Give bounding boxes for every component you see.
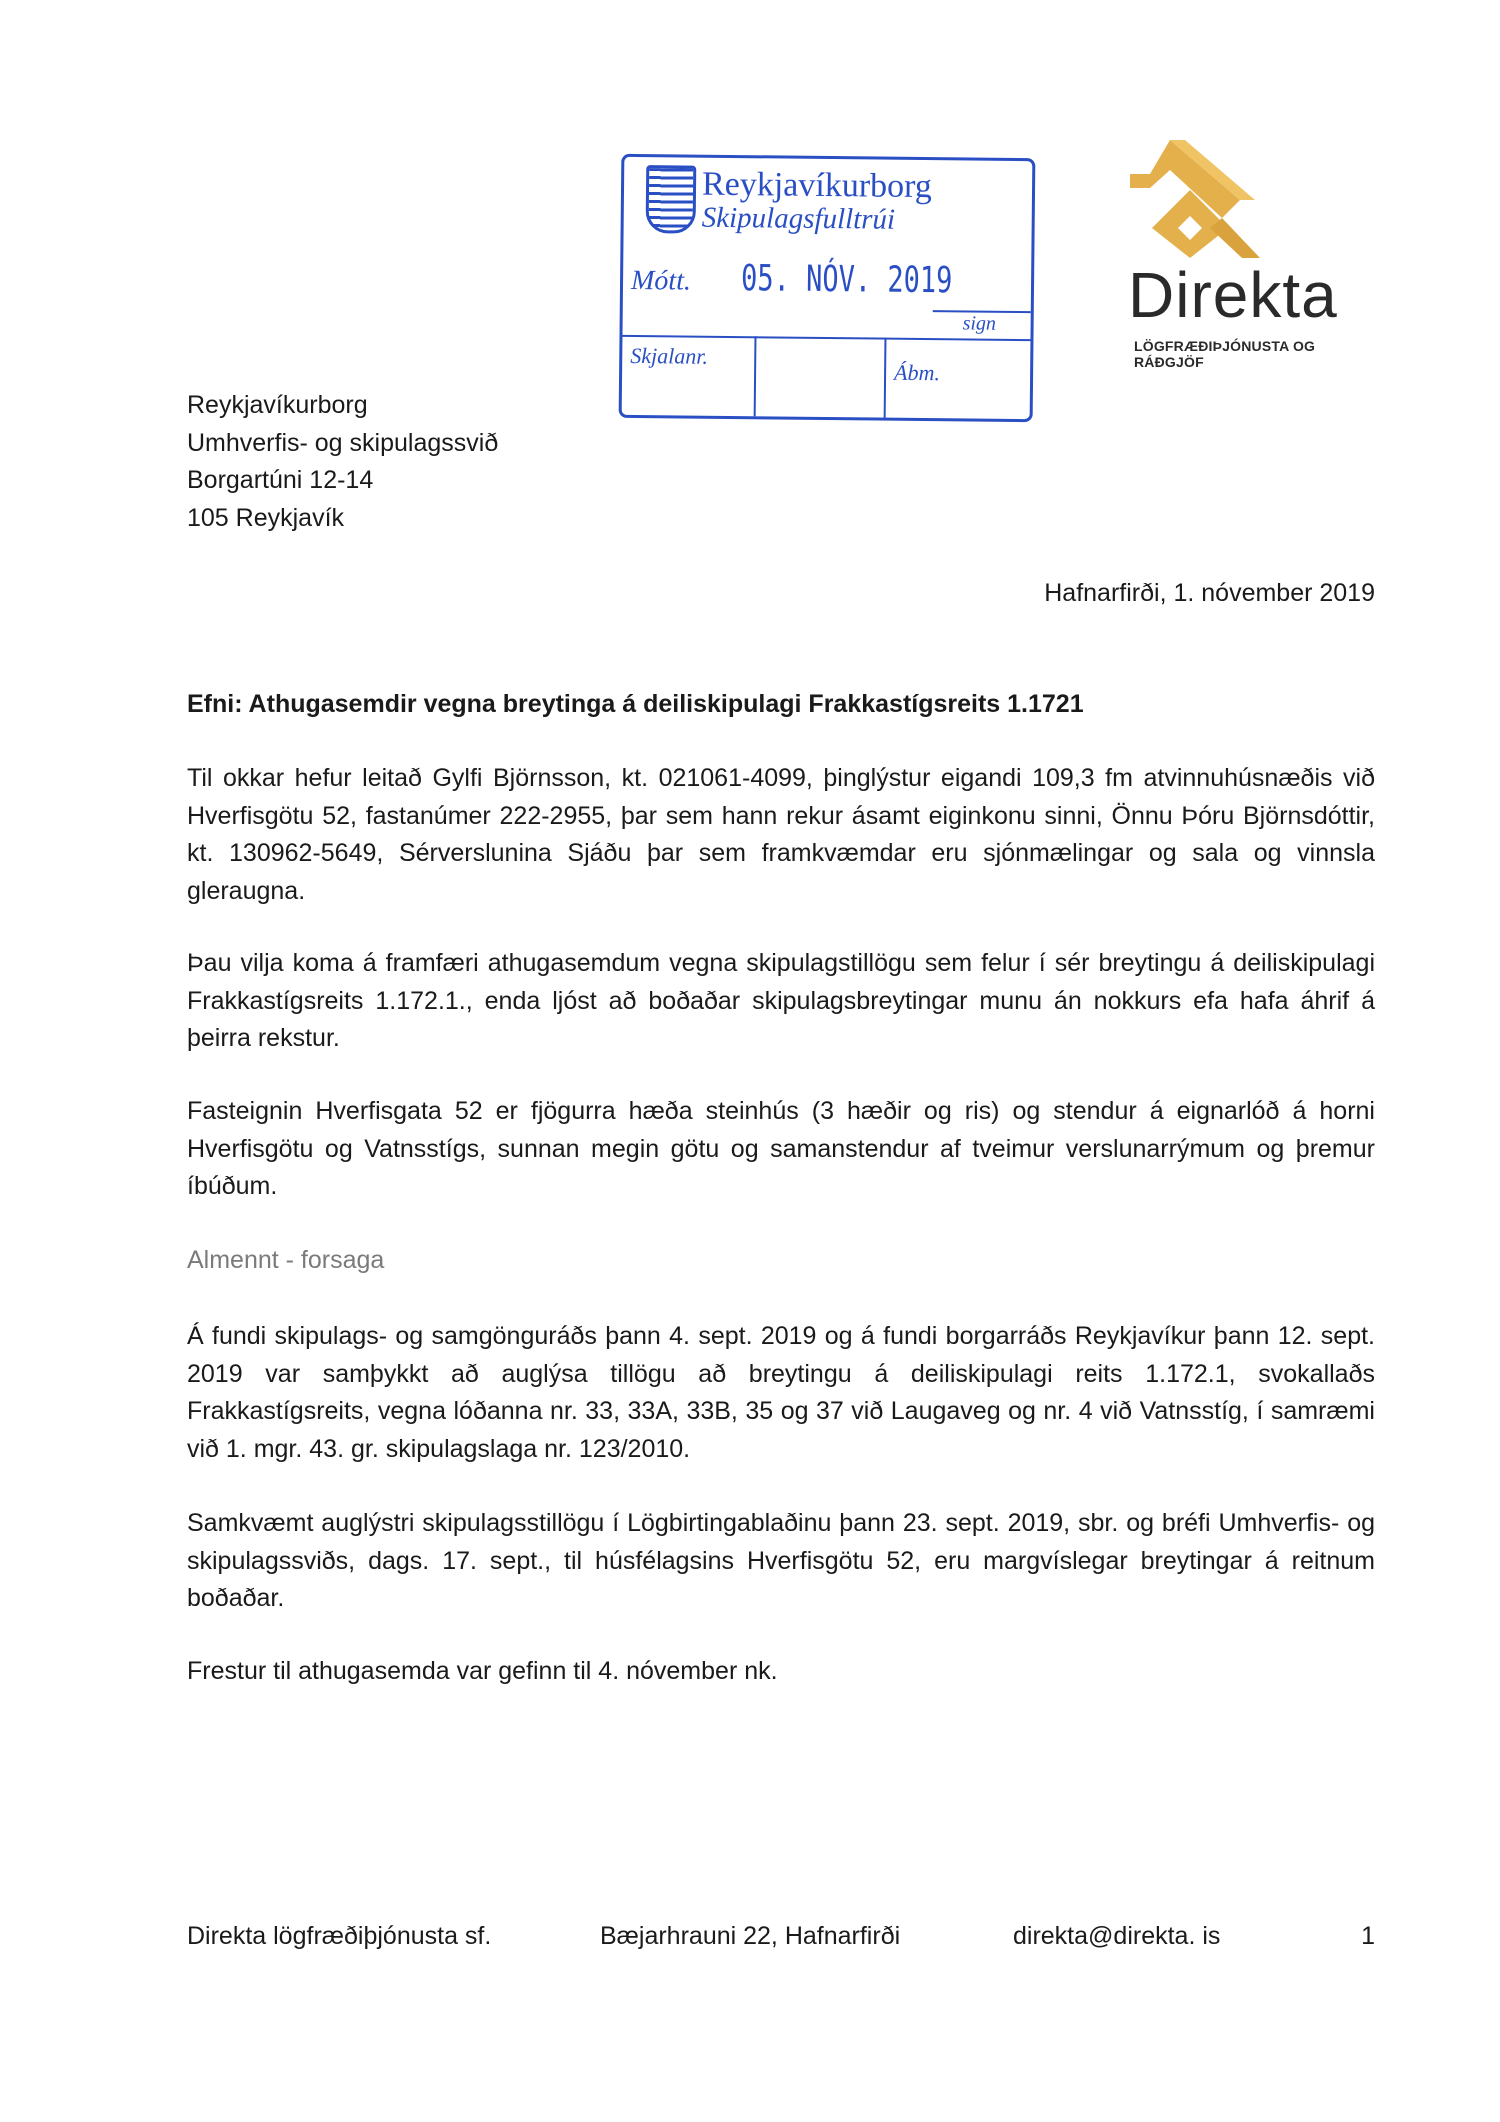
paragraph: Á fundi skipulags- og samgönguráðs þann 4. sept. 2019 og á fundi borgarráðs Reykjavíkur þann 12. sept. 2019 var samþykkt að auglýsa tillögu að breytingu á deiliskipulagi reits 1.172.1, svokallaðs Frakkastígsreits, vegna lóðanna nr. 33, 33A, 33B, 35 og 37 við Laugaveg og nr. 4 við Vatnsstíg, í samræmi við 1. mgr. 43. gr. skipulagslaga nr. 123/2010. bbox=[187, 1322, 1375, 1463]
stamp-sign-label: sign bbox=[962, 312, 997, 335]
stamp-received-label: Mótt. bbox=[630, 264, 692, 297]
direkta-logo bbox=[1110, 140, 1350, 370]
paragraph: Samkvæmt auglýstri skipulagsstillögu í Lögbirtingablaðinu þann 23. sept. 2019, sbr. og bréfi Umhverfis- og skipulagssviðs, dags. 17. sept., til húsfélagsins Hverfisgötu 52, eru margvíslegar breytingar á reitnum boðaðar. bbox=[187, 1509, 1375, 1612]
address-line: Reykjavíkurborg bbox=[187, 391, 368, 419]
coat-of-arms-icon bbox=[646, 165, 697, 234]
page-number: 1 bbox=[1361, 1922, 1375, 1950]
stamp-divider bbox=[622, 335, 1030, 341]
paragraph: Frestur til athugasemda var gefinn til 4. nóvember nk. bbox=[187, 1657, 778, 1685]
footer-company: Direkta lögfræðiþjónusta sf. bbox=[187, 1922, 492, 1950]
stamp-divider bbox=[884, 338, 887, 418]
section-heading: Almennt - forsaga bbox=[187, 1246, 385, 1274]
stamp-received-date: 05. NÓV. 2019 bbox=[740, 258, 953, 302]
logo-mark-icon bbox=[1110, 140, 1350, 270]
paragraph: Þau vilja koma á framfæri athugasemdum vegna skipulagstillögu sem felur í sér breytingu á deiliskipulagi Frakkastígsreits 1.172.1., enda ljóst að boðaðar skipulagsbreytingar munu án nokkurs efa hafa áhrif á þeirra rekstur. bbox=[187, 949, 1375, 1052]
subject-line: Efni: Athugasemdir vegna breytinga á deiliskipulagi Frakkastígsreits 1.1721 bbox=[187, 690, 1084, 718]
stamp-org: Reykjavíkurborg bbox=[701, 165, 933, 206]
logo-tagline: LÖGFRÆÐIÞJÓNUSTA OG RÁÐGJÖF bbox=[1134, 338, 1316, 370]
stamp-resp-label: Ábm. bbox=[893, 359, 941, 386]
stamp-doc-no-label: Skjalanr. bbox=[630, 342, 709, 369]
recipient-address bbox=[187, 387, 498, 537]
paragraph: Fasteignin Hverfisgata 52 er fjögurra hæða steinhús (3 hæðir og ris) og stendur á eignarlóð á horni Hverfisgötu og Vatnsstígs, sunnan megin götu og samanstendur af tveimur verslunarrýmum og þremur íbúðum. bbox=[187, 1097, 1375, 1200]
logo-wordmark: Direkta bbox=[1128, 259, 1338, 331]
stamp-dept: Skipulagsfulltrúi bbox=[701, 201, 896, 236]
footer-address: Bæjarhrauni 22, Hafnarfirði bbox=[600, 1922, 901, 1950]
address-line: 105 Reykjavík bbox=[187, 503, 345, 532]
address-line: Borgartúni 12-14 bbox=[187, 466, 374, 494]
footer-email: direkta@direkta. is bbox=[1013, 1922, 1221, 1950]
address-line: Umhverfis- og skipulagssvið bbox=[187, 428, 499, 457]
received-stamp bbox=[619, 154, 1036, 422]
place-date: Hafnarfirði, 1. nóvember 2019 bbox=[1044, 579, 1375, 607]
stamp-divider bbox=[754, 336, 757, 416]
paragraph: Til okkar hefur leitað Gylfi Björnsson, kt. 021061-4099, þinglýstur eigandi 109,3 fm atvinnuhúsnæðis við Hverfisgötu 52, fastanúmer 222-2955, þar sem hann rekur ásamt eiginkonu sinni, Önnu Þóru Björnsdóttir, kt. 130962-5649, Sérverslunina Sjáðu þar sem framkvæmdar eru sjónmælingar og sala og vinnsla gleraugna. bbox=[187, 764, 1375, 905]
